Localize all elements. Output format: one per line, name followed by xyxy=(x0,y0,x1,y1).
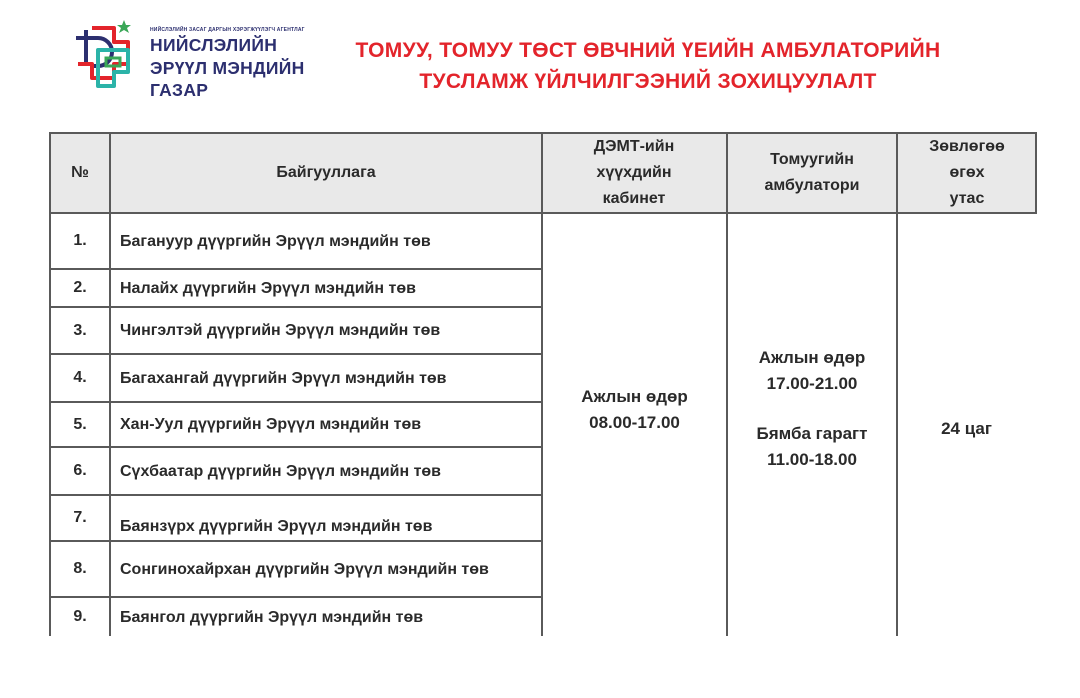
header-flu-clinic xyxy=(727,132,897,214)
row-number: 6. xyxy=(73,462,87,479)
organization-name: Хан-Уул дүүргийн Эрүүл мэндийн төв xyxy=(120,416,422,433)
header-flu-clinic-line: амбулатори xyxy=(764,177,860,194)
row-number: 1. xyxy=(73,232,87,249)
row-number: 2. xyxy=(73,279,87,296)
header-children-cabinet-line: хүүхдийн xyxy=(596,164,672,181)
flu-clinic-saturday-label: Бямба гарагт xyxy=(756,424,868,443)
flu-clinic-weekday-time: 17.00-21.00 xyxy=(766,374,858,393)
organization-name: Багануур дүүргийн Эрүүл мэндийн төв xyxy=(120,232,431,250)
header-advice-phone-line: өгөх xyxy=(949,164,985,181)
organization-name: Чингэлтэй дүүргийн Эрүүл мэндийн төв xyxy=(120,322,441,339)
header-number-label: № xyxy=(71,164,89,181)
header-number xyxy=(49,132,111,214)
organization-name: Сүхбаатар дүүргийн Эрүүл мэндийн төв xyxy=(120,462,442,480)
header-organization xyxy=(111,132,541,214)
organization-name: Баянгол дүүргийн Эрүүл мэндийн төв xyxy=(120,608,424,626)
logo-agency-caption: НИЙСЛЭЛИЙН ЗАСАГ ДАРГЫН ХЭРЭГЖҮҮЛЭГЧ АГЕНТЛАГ xyxy=(150,27,305,33)
flu-clinic-hours xyxy=(728,345,896,473)
header-advice-phone-line: утас xyxy=(949,190,985,207)
table-border-right xyxy=(1035,132,1037,214)
flu-clinic-saturday-time: 11.00-18.00 xyxy=(767,450,857,469)
advice-phone-hours: 24 цаг xyxy=(941,419,992,438)
organization-name: Баянзүрх дүүргийн Эрүүл мэндийн төв xyxy=(120,517,433,535)
logo xyxy=(72,20,322,100)
page-title-line-1: ТОМУУ, ТОМУУ ТӨСТ ӨВЧНИЙ ҮЕИЙН АМБУЛАТОРИЙН xyxy=(355,39,941,62)
header-organization-label: Байгууллага xyxy=(276,164,376,181)
health-department-logo-icon xyxy=(72,20,142,95)
schedule-table xyxy=(49,132,1037,636)
header-children-cabinet-line: кабинет xyxy=(602,190,666,207)
row-divider xyxy=(49,494,543,496)
logo-text-line-1: НИЙСЛЭЛИЙН xyxy=(150,35,278,55)
logo-text-line-3: ГАЗАР xyxy=(150,80,209,100)
row-number: 9. xyxy=(73,608,87,625)
row-number: 4. xyxy=(73,369,87,386)
children-cabinet-hours-days: Ажлын өдөр xyxy=(581,387,688,406)
header-children-cabinet-line: ДЭМТ-ийн xyxy=(593,138,675,155)
organization-name: Налайх дүүргийн Эрүүл мэндийн төв xyxy=(120,279,416,297)
row-number: 7. xyxy=(73,509,87,526)
column-divider xyxy=(109,132,111,636)
header-advice-phone-line: Зөвлөгөө xyxy=(929,138,1005,155)
column-divider xyxy=(896,132,898,636)
page-title-line-2: ТУСЛАМЖ ҮЙЛЧИЛГЭЭНИЙ ЗОХИЦУУЛАЛТ xyxy=(419,70,877,93)
header-flu-clinic-line: Томуугийн xyxy=(770,151,854,168)
row-number: 8. xyxy=(73,560,87,577)
header-advice-phone xyxy=(897,132,1037,214)
children-cabinet-hours-time: 08.00-17.00 xyxy=(589,413,680,432)
logo-text-line-2: ЭРҮҮЛ МЭНДИЙН xyxy=(150,58,305,78)
row-number: 5. xyxy=(73,415,87,433)
children-cabinet-hours xyxy=(543,384,726,436)
flu-clinic-weekday-label: Ажлын өдөр xyxy=(758,348,866,367)
row-number: 3. xyxy=(73,321,87,339)
organization-name: Сонгинохайрхан дүүргийн Эрүүл мэндийн төв xyxy=(120,560,489,578)
spacer xyxy=(728,397,896,421)
header-children-cabinet xyxy=(541,132,727,214)
organization-name: Багахангай дүүргийн Эрүүл мэндийн төв xyxy=(120,369,447,387)
